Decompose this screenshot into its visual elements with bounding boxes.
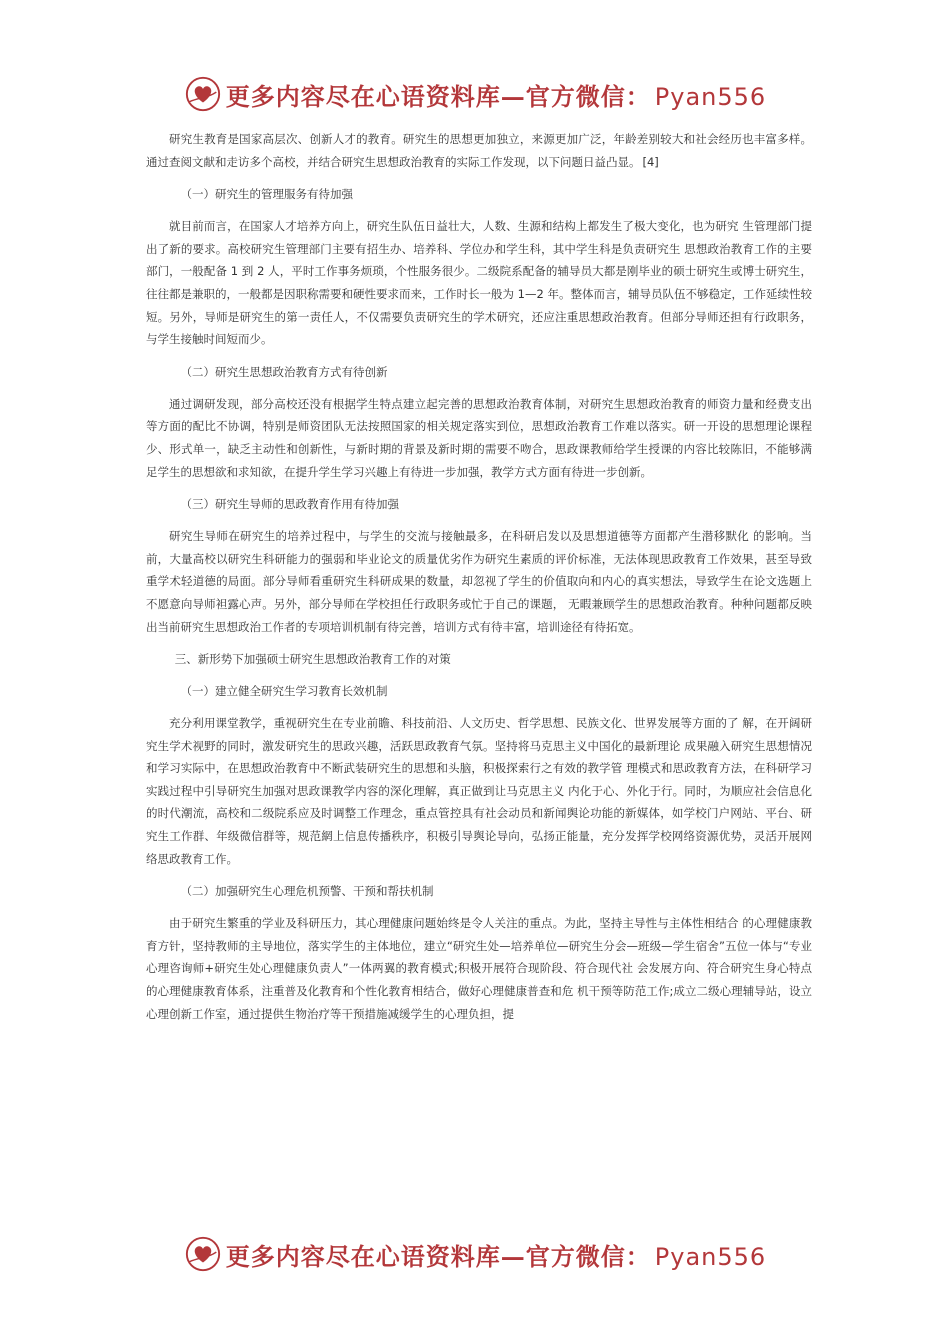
banner-text: 更多内容尽在心语资料库—官方微信： Pyan556 <box>225 1241 767 1271</box>
section-3-heading: （三）研究生导师的思政教育作用有待加强 <box>180 497 399 512</box>
header-watermark-banner <box>0 74 950 114</box>
document-body <box>146 128 812 1035</box>
footer-watermark-banner <box>0 1234 950 1274</box>
part-3-section-2-paragraph: 由于研究生繁重的学业及科研压力，其心理健康问题始终是令人关注的重点。为此，坚持主导性与主体性相结合 的心理健康教育方针，坚持教师的主导地位，落实学生的主体地位，建立“研究生处—培养单位—研究生分会—班级—学生宿舍”五位一体与“专业心理咨询师+研究生处心理健康负责人”一体两翼的教育模式;积极开展符合现阶段、符合现代社 会发展方向、符合研究生身心特点的心理健康教育体系，注重普及化教育和个性化教育相结合，做好心理健康普查和危 机干预等防范工作;成立二级心理辅导站，设立心理创新工作室，通过提供生物治疗等干预措施减缓学生的心理负担，提 <box>146 916 812 1021</box>
banner-text: 更多内容尽在心语资料库—官方微信： Pyan556 <box>225 81 767 111</box>
section-2-heading: （二）研究生思想政治教育方式有待创新 <box>180 364 388 379</box>
section-3-paragraph: 研究生导师在研究生的培养过程中，与学生的交流与接触最多，在科研启发以及思想道德等方面都产生潜移默化 的影响。当前，大量高校以研究生科研能力的强弱和毕业论文的质量优劣作为研究生素质的评价标准，无法体现思政教育工作效果，甚至导致重学术轻道德的局面。部分导师看重研究生科研成果的数量，却忽视了学生的价值取向和内心的真实想法，导致学生在论文选题上不愿意向导师袒露心声。另外，部分导师在学校担任行政职务或忙于自己的课题， 无暇兼顾学生的思想政治教育。种种问题都反映出当前研究生思想政治工作者的专项培训机制有待完善，培训方式有待丰富，培训途径有待拓宽。 <box>146 529 812 634</box>
part-3-section-2-heading: （二）加强研究生心理危机预警、干预和帮扶机制 <box>180 884 434 899</box>
section-1-heading: （一）研究生的管理服务有待加强 <box>180 187 353 202</box>
citation-ref: [4] <box>642 154 659 169</box>
part-3-heading: 三、新形势下加强硕士研究生思想政治教育工作的对策 <box>174 652 451 667</box>
section-1-paragraph: 就目前而言，在国家人才培养方向上，研究生队伍日益壮大，人数、生源和结构上都发生了极大变化，也为研究 生管理部门提出了新的要求。高校研究生管理部门主要有招生办、培养科、学位办和学生科，其中学生科是负责研究生 思想政治教育工作的主要部门，一般配备 1 到 2 人，平时工作事务烦琐，个性服务很少。二级院系配备的辅导员大都是刚毕业的硕士研究生或博士研究生，往往都是兼职的，一般都是因职称需要和硬性要求而来，工作时长一般为 1—2 年。整体而言，辅导员队伍不够稳定，工作延续性较短。另外，导师是研究生的第一责任人，不仅需要负责研究生的学术研究，还应注重思想政治教育。但部分导师还担有行政职务，与学生接触时间短而少。 <box>146 219 812 347</box>
wechat-id: Pyan556 <box>654 82 767 111</box>
part-3-section-1-paragraph: 充分利用课堂教学，重视研究生在专业前瞻、科技前沿、人文历史、哲学思想、民族文化、世界发展等方面的了 解，在开阔研究生学术视野的同时，激发研究生的思政兴趣，活跃思政教育气氛。坚持将马克思主义中国化的最新理论 成果融入研究生思想情况和学习实际中，在思想政治教育中不断武装研究生的思想和头脑，积极探索行之有效的教学管 理模式和思政教育方法，在科研学习实践过程中引导研究生加强对思政课教学内容的深化理解，真正做到让马克思主义 内化于心、外化于行。同时，为顺应社会信息化的时代潮流，高校和二级院系应及时调整工作理念，重点管控具有社会动员和新闻舆论功能的新媒体，如学校门户网站、平台、研究生工作群、年级微信群等，规范網上信息传播秩序，积极引导舆论导向，弘扬正能量，充分发挥学校网络资源优势，灵活开展网络思政教育工作。 <box>146 716 812 866</box>
section-2-paragraph: 通过调研发现，部分高校还没有根据学生特点建立起完善的思想政治教育体制，对研究生思想政治教育的师资力量和经费支出等方面的配比不协调，特别是师资团队无法按照国家的相关规定落实到位，思想政治教育工作难以落实。研一开设的思想理论课程少、形式单一，缺乏主动性和创新性，与新时期的背景及新时期的需要不吻合，思政课教师给学生授课的内容比较陈旧，不能够满足学生的思想欲和求知欲，在提升学生学习兴趣上有待进一步加强，教学方式方面有待进一步创新。 <box>146 396 812 479</box>
wechat-id: Pyan556 <box>654 1242 767 1271</box>
part-3-section-1-heading: （一）建立健全研究生学习教育长效机制 <box>180 684 388 699</box>
heart-logo-icon <box>184 1235 222 1273</box>
intro-paragraph: 研究生教育是国家高层次、创新人才的教育。研究生的思想更加独立，来源更加广泛，年龄差别较大和社会经历也丰富多样。通过查阅文献和走访多个高校，并结合研究生思想政治教育的实际工作发现，以下问题日益凸显。 [4] <box>146 132 812 169</box>
heart-logo-icon <box>184 75 222 113</box>
